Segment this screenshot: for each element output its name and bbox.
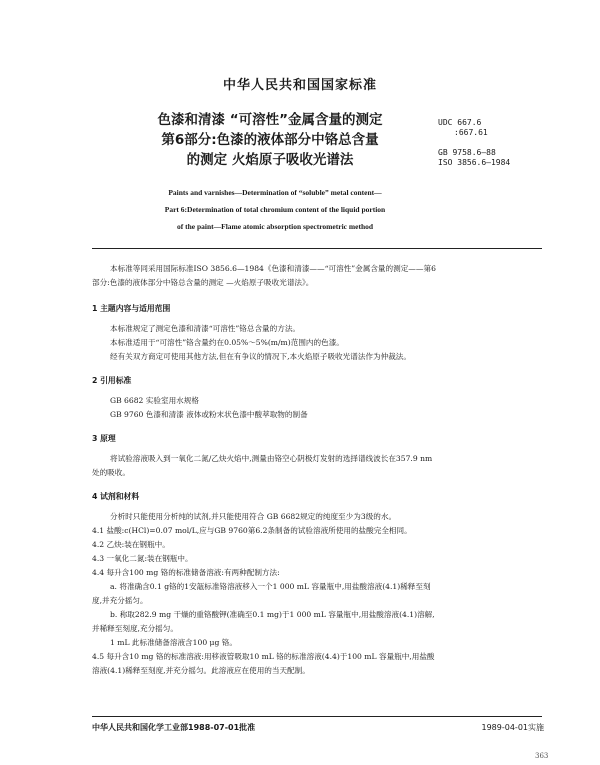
standard-header: 中华人民共和国国家标准 xyxy=(222,78,377,93)
item-4-4-b-line-2: 并稀释至刻度,充分摇匀。 xyxy=(92,624,178,633)
item-4-4-a-line-2: 度,并充分摇匀。 xyxy=(92,596,148,605)
title-line-1: 色漆和清漆 “可溶性”金属含量的测定 xyxy=(157,112,383,128)
intro-line-2: 部分:色漆的液体部分中铬总含量的测定 —火焰原子吸收光谱法》。 xyxy=(92,278,314,287)
section-3-line-2: 处的吸收。 xyxy=(92,468,130,477)
top-divider xyxy=(92,248,542,249)
section-1-heading: 1 主题内容与适用范围 xyxy=(92,304,171,313)
item-4-5-line-1: 4.5 每升含10 mg 铬的标准溶液:用移液管吸取10 mL 铬的标准溶液(4.4)于100 mL 容量瓶中,用盐酸 xyxy=(92,652,435,661)
item-4-5-line-2: 溶液(4.1)稀释至刻度,并充分摇匀。此溶液应在使用的当天配制。 xyxy=(92,666,310,675)
title-line-2: 第6部分:色漆的液体部分中铬总含量 xyxy=(161,132,379,148)
english-line-1: Paints and varnishes—Determination of “soluble” metal content— xyxy=(168,188,382,197)
item-4-3: 4.3 一氧化二氮:装在钢瓶中。 xyxy=(92,554,193,563)
item-4-4-b-line-1: b. 称取282.9 mg 干燥的重铬酸钾(准确至0.1 mg)于1 000 mL 容量瓶中,用盐酸溶液(4.1)溶解, xyxy=(110,610,435,619)
section-4-intro: 分析时只能使用分析纯的试剂,并只能使用符合 GB 6682规定的纯度至少为3级的水。 xyxy=(110,512,397,521)
item-4-2: 4.2 乙炔:装在钢瓶中。 xyxy=(92,540,170,549)
implementation-date: 1989-04-01实施 xyxy=(481,723,544,732)
section-1-para-1: 本标准规定了测定色漆和清漆“可溶性”铬总含量的方法。 xyxy=(110,324,301,333)
reference-gb6682: GB 6682 实验室用水规格 xyxy=(110,396,199,405)
item-4-1: 4.1 盐酸:c(HCl)=0.07 mol/L,应与GB 9760第6.2条制备的试验溶液所使用的盐酸完全相同。 xyxy=(92,526,412,535)
section-2-heading: 2 引用标准 xyxy=(92,376,132,385)
udc-code: UDC 667.6 xyxy=(438,118,482,127)
page-number: 363 xyxy=(535,752,549,760)
english-line-2: Part 6:Determination of total chromium content of the liquid portion xyxy=(164,205,386,214)
iso-code: ISO 3856.6—1984 xyxy=(438,158,511,167)
section-4-heading: 4 试剂和材料 xyxy=(92,492,140,501)
title-line-3: 的测定 火焰原子吸收光谱法 xyxy=(186,152,354,168)
item-4-4-note: 1 mL 此标准储备溶液含100 μg 铬。 xyxy=(110,638,237,647)
item-4-4-a-line-1: a. 将准确含0.1 g铬的1安瓿标准铬溶液移入一个1 000 mL 容量瓶中,用盐酸溶液(4.1)稀释至刻 xyxy=(110,582,431,591)
section-1-para-2: 本标准适用于“可溶性”铬含量约在0.05%～5%(m/m)范围内的色漆。 xyxy=(110,338,344,347)
footer-divider xyxy=(92,716,542,717)
classification-codes xyxy=(438,118,510,168)
section-3-line-1: 将试验溶液吸入到一氧化二氮/乙炔火焰中,测量由铬空心阴极灯发射的选择谱线波长在357.9 nm xyxy=(110,454,433,463)
reference-gb9760: GB 9760 色漆和清漆 液体或粉末状色漆中酸萃取物的制备 xyxy=(110,410,308,419)
footer xyxy=(92,722,544,733)
english-title xyxy=(110,184,440,235)
document-title xyxy=(120,110,420,170)
item-4-4: 4.4 每升含100 mg 铬的标准储备溶液:有两种配制方法: xyxy=(92,568,280,577)
section-1-para-3: 经有关双方商定可使用其他方法,但在有争议的情况下,本火焰原子吸收光谱法作为仲裁法。 xyxy=(110,352,411,361)
english-line-3: of the paint—Flame atomic absorption spectrometric method xyxy=(176,222,374,231)
section-3-heading: 3 原理 xyxy=(92,434,116,443)
gb-code: GB 9758.6—88 xyxy=(438,148,496,157)
approval-date: 中华人民共和国化学工业部1988-07-01批准 xyxy=(92,723,256,732)
udc-code-sub: :667.61 xyxy=(454,128,488,137)
intro-line-1: 本标准等同采用国际标准ISO 3856.6—1984《色漆和清漆——“可溶性”金属含量的测定——第6 xyxy=(110,264,436,273)
document-body xyxy=(92,262,544,678)
